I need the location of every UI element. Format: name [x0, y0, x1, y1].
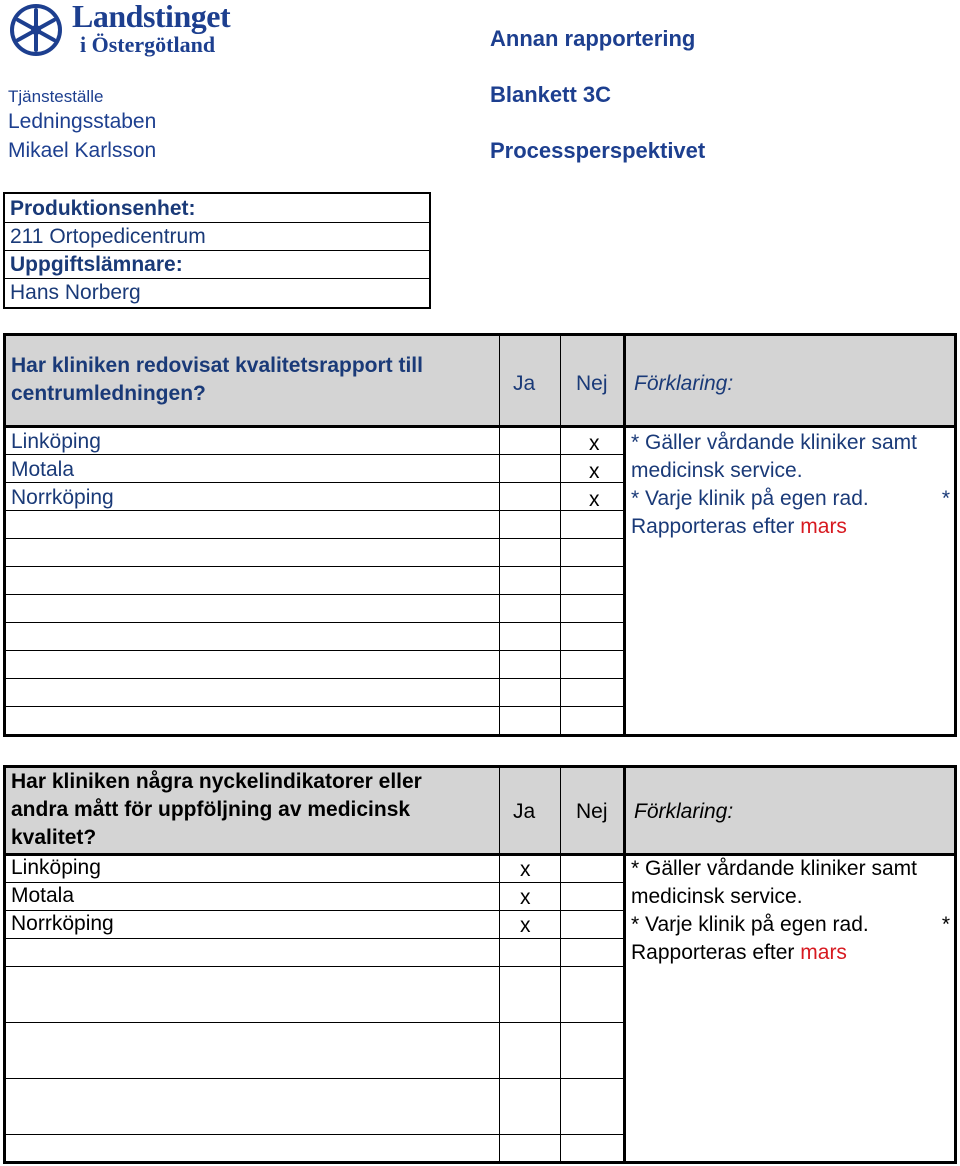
col-ja: Ja	[513, 800, 536, 823]
unit-label: Produktionsenhet:	[10, 197, 196, 220]
form-name: Blankett 3C	[490, 82, 612, 107]
table-row: Norrköping	[11, 912, 114, 935]
workplace-person: Mikael Karlsson	[8, 139, 157, 162]
logo-line1: Landstinget	[72, 0, 231, 34]
month-highlight: mars	[800, 515, 847, 538]
perspective-name: Processperspektivet	[490, 138, 706, 163]
table-row: Motala	[11, 884, 75, 907]
reporter-value: Hans Norberg	[10, 281, 141, 304]
month-highlight: mars	[800, 941, 847, 964]
unit-value: 211 Ortopedicentrum	[10, 225, 206, 248]
question-line2: andra mått för uppföljning av medicinsk	[11, 798, 411, 821]
table-header	[6, 768, 954, 856]
col-ja: Ja	[513, 372, 536, 395]
explanation-text: * Gäller vårdande kliniker samt medicinsk service. * Varje klinik på egen rad. * Rapporteras efter mars	[631, 857, 950, 964]
nej-mark: x	[589, 460, 600, 483]
page-title: Annan rapportering	[490, 26, 696, 51]
production-unit-box	[3, 192, 431, 309]
logo	[8, 2, 258, 58]
question-line3: kvalitet?	[11, 826, 97, 849]
col-nej: Nej	[576, 372, 608, 395]
ja-mark: x	[520, 886, 531, 909]
quality-report-table	[3, 333, 957, 737]
table-row: Linköping	[11, 856, 101, 879]
nej-mark: x	[589, 432, 600, 455]
question-line1: Har kliniken redovisat kvalitetsrapport till	[11, 354, 423, 377]
nej-mark: x	[589, 488, 600, 511]
reporter-label: Uppgiftslämnare:	[10, 253, 183, 276]
table-row: Norrköping	[11, 486, 114, 509]
question-line1: Har kliniken några nyckelindikatorer eller	[11, 770, 422, 793]
workplace-unit: Ledningsstaben	[8, 110, 157, 133]
question-line2: centrumledningen?	[11, 382, 206, 405]
logo-line2: i Östergötland	[80, 32, 216, 57]
col-nej: Nej	[576, 800, 608, 823]
col-forklaring: Förklaring:	[634, 372, 734, 395]
snowflake-emblem-icon	[8, 2, 64, 58]
table-row: Motala	[11, 458, 75, 481]
col-forklaring: Förklaring:	[634, 800, 734, 823]
workplace-label: Tjänsteställe	[8, 87, 104, 106]
ja-mark: x	[520, 858, 531, 881]
key-indicators-table	[3, 765, 957, 1164]
table-row: Linköping	[11, 430, 101, 453]
table-header	[6, 336, 954, 428]
explanation-text: * Gäller vårdande kliniker samt medicinsk service. * Varje klinik på egen rad. * Rapporteras efter mars	[631, 431, 950, 538]
ja-mark: x	[520, 914, 531, 937]
